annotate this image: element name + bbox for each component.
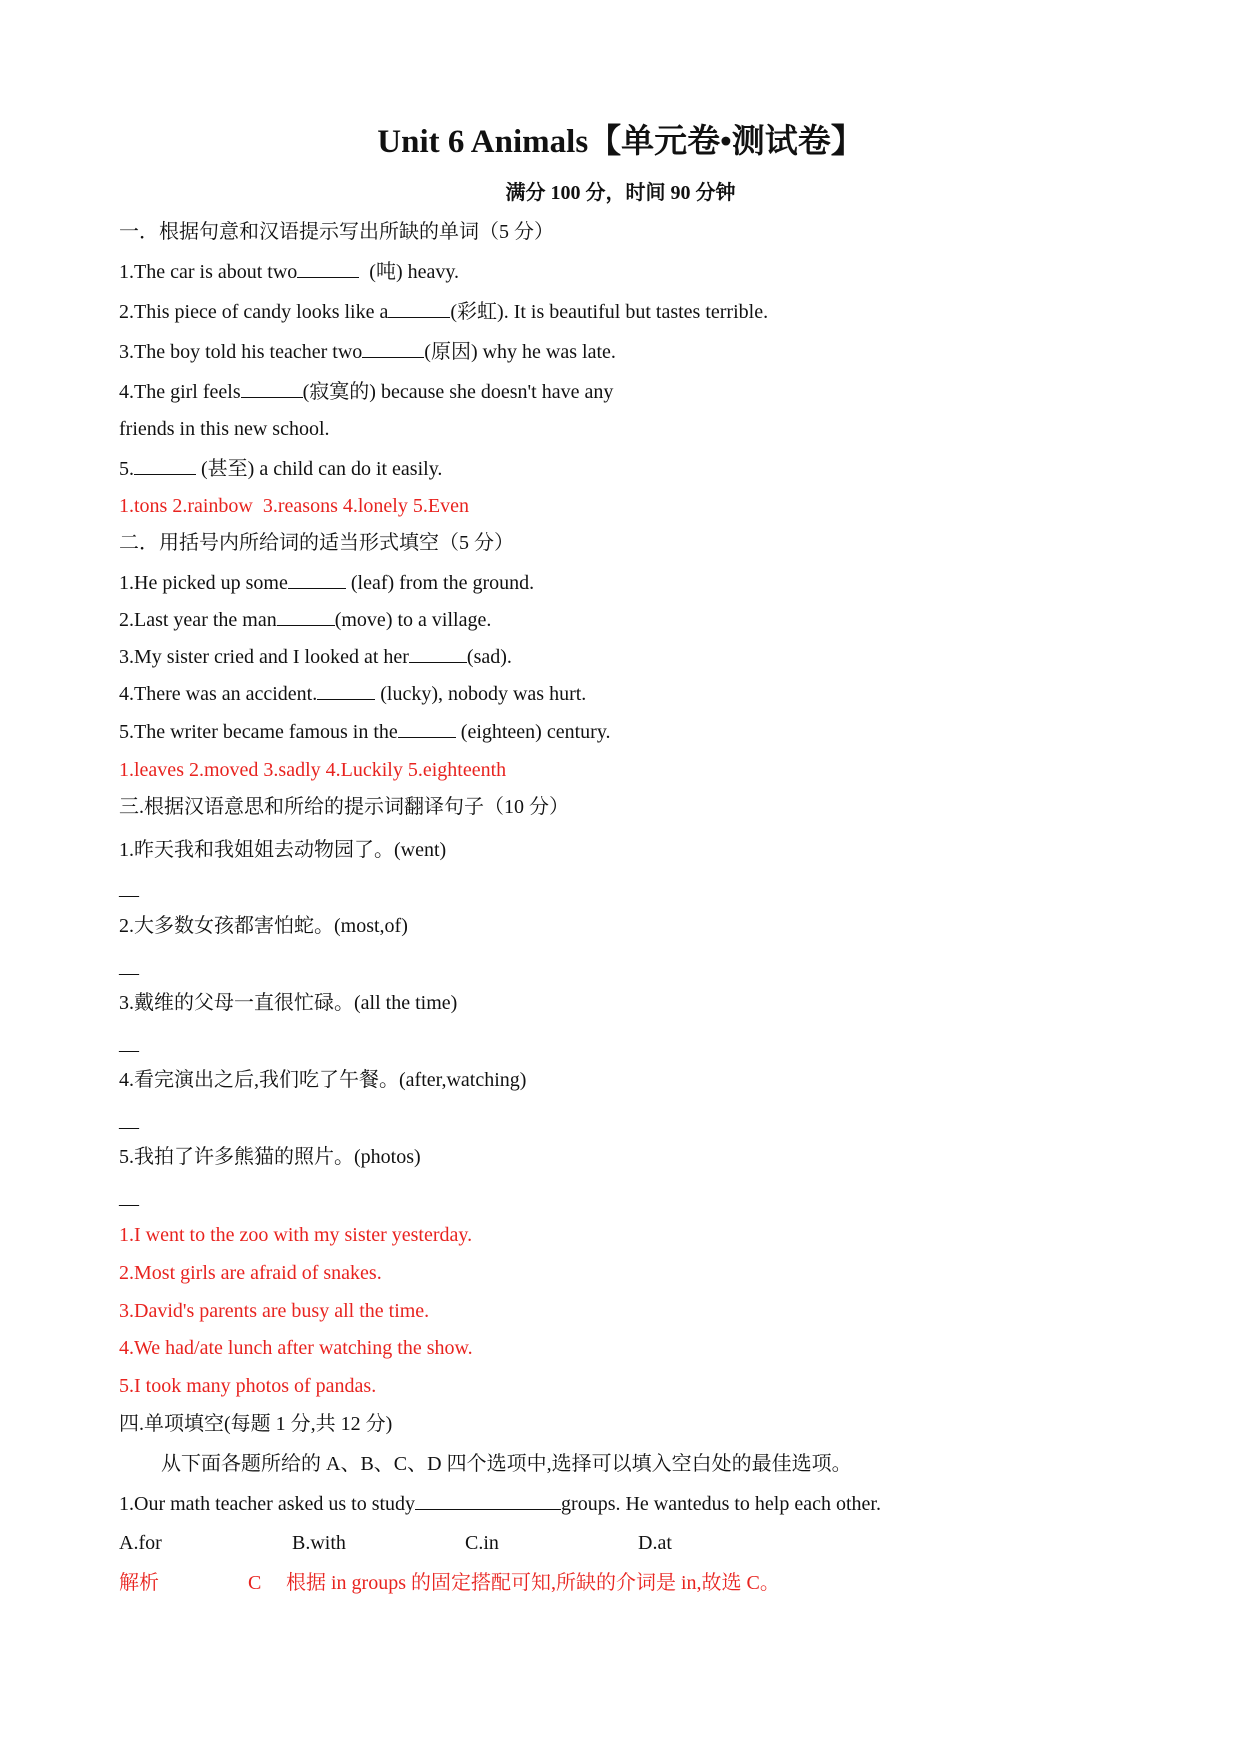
option-a[interactable]: A.for (119, 1532, 162, 1554)
s2-q2-text-b: (move) to a village. (334, 609, 492, 631)
s3-answer-line-3[interactable]: — (119, 1039, 139, 1061)
s2-q3-text-b: (sad). (466, 646, 512, 668)
s1-q4-text-a: 4.The girl feels (119, 381, 241, 403)
answer-blank[interactable] (297, 259, 359, 278)
page-subtitle: 满分 100 分，时间 90 分钟 (505, 182, 736, 204)
option-b[interactable]: B.with (292, 1532, 346, 1554)
analysis-text: 根据 in groups 的固定搭配可知,所缺的介词是 in,故选 C。 (286, 1572, 780, 1594)
answer-blank[interactable] (409, 644, 467, 663)
s1-q4-text-b: (寂寞的) because she doesn't have any (302, 381, 614, 403)
s3-answer-4: 4.We had/ate lunch after watching the show. (119, 1337, 473, 1359)
s4-q1-text-b: groups. He wantedus to help each other. (561, 1493, 881, 1515)
s2-q5-text-a: 5.The writer became famous in the (119, 721, 398, 743)
s2-question-3 (119, 642, 512, 672)
section1-heading: 一．根据句意和汉语提示写出所缺的单词（5 分） (119, 221, 554, 243)
s1-q3-text-a: 3.The boy told his teacher two (119, 341, 363, 363)
s3-answer-1: 1.I went to the zoo with my sister yesterday. (119, 1224, 473, 1246)
s4-question-1 (119, 1489, 881, 1519)
s1-q3-text-b: (原因) why he was late. (424, 341, 616, 363)
s2-q4-text-a: 4.There was an accident. (119, 683, 318, 705)
answer-blank[interactable] (415, 1491, 561, 1510)
s1-q5-text-a: 5. (119, 458, 134, 480)
s3-answer-2: 2.Most girls are afraid of snakes. (119, 1262, 382, 1284)
s1-answer-key: 1.tons 2.rainbow 3.reasons 4.lonely 5.Even (119, 495, 469, 517)
s3-answer-5: 5.I took many photos of pandas. (119, 1375, 377, 1397)
s2-question-5 (119, 717, 611, 747)
s2-q1-text-a: 1.He picked up some (119, 572, 288, 594)
s3-question-4: 4.看完演出之后,我们吃了午餐。(after,watching) (119, 1069, 527, 1091)
section2-heading: 二．用括号内所给词的适当形式填空（5 分） (119, 532, 514, 554)
s1-question-1 (119, 257, 459, 287)
s2-q3-text-a: 3.My sister cried and I looked at her (119, 646, 409, 668)
s4-q1-text-a: 1.Our math teacher asked us to study (119, 1493, 416, 1515)
s2-q4-text-b: (lucky), nobody was hurt. (375, 683, 587, 705)
s1-q2-text-a: 2.This piece of candy looks like a (119, 301, 389, 323)
s1-question-2 (119, 297, 768, 327)
answer-blank[interactable] (241, 379, 303, 398)
analysis-label: 解析 (119, 1572, 159, 1594)
s3-answer-line-2[interactable]: — (119, 962, 139, 984)
s2-question-1 (119, 568, 534, 598)
s1-q2-text-b: (彩虹). It is beautiful but tastes terrible. (450, 301, 769, 323)
answer-blank[interactable] (388, 299, 450, 318)
section4-instruction: 从下面各题所给的 A、B、C、D 四个选项中,选择可以填入空白处的最佳选项。 (161, 1453, 852, 1475)
s3-question-2: 2.大多数女孩都害怕蛇。(most,of) (119, 915, 408, 937)
s1-question-4-continued: friends in this new school. (119, 418, 330, 440)
analysis-answer: C (248, 1572, 262, 1594)
s2-q2-text-a: 2.Last year the man (119, 609, 277, 631)
s1-question-4 (119, 377, 613, 407)
s3-answer-line-4[interactable]: — (119, 1116, 139, 1138)
s3-question-1: 1.昨天我和我姐姐去动物园了。(went) (119, 839, 447, 861)
answer-blank[interactable] (277, 607, 335, 626)
answer-blank[interactable] (317, 681, 375, 700)
s2-question-2 (119, 605, 491, 635)
s2-q1-text-b: (leaf) from the ground. (345, 572, 535, 594)
s2-answer-key: 1.leaves 2.moved 3.sadly 4.Luckily 5.eighteenth (119, 759, 507, 781)
s1-question-3 (119, 337, 616, 367)
s1-question-5 (119, 454, 442, 484)
s3-question-5: 5.我拍了许多熊猫的照片。(photos) (119, 1146, 421, 1168)
s3-question-3: 3.戴维的父母一直很忙碌。(all the time) (119, 992, 458, 1014)
s3-answer-3: 3.David's parents are busy all the time. (119, 1300, 430, 1322)
s3-answer-line-1[interactable]: — (119, 884, 139, 906)
answer-blank[interactable] (398, 719, 456, 738)
page-title: Unit 6 Animals【单元卷•测试卷】 (377, 124, 864, 160)
s2-q5-text-b: (eighteen) century. (455, 721, 611, 743)
option-c[interactable]: C.in (465, 1532, 499, 1554)
section4-heading: 四.单项填空(每题 1 分,共 12 分) (119, 1413, 393, 1435)
s2-question-4 (119, 679, 586, 709)
s1-q5-text-b: (甚至) a child can do it easily. (196, 458, 443, 480)
s1-q1-text-a: 1.The car is about two (119, 261, 298, 283)
option-d[interactable]: D.at (638, 1532, 672, 1554)
s3-answer-line-5[interactable]: — (119, 1193, 139, 1215)
answer-blank[interactable] (134, 456, 196, 475)
answer-blank[interactable] (288, 570, 346, 589)
s1-q1-text-b: (吨) heavy. (359, 261, 460, 283)
answer-blank[interactable] (362, 339, 424, 358)
section3-heading: 三.根据汉语意思和所给的提示词翻译句子（10 分） (119, 796, 569, 818)
